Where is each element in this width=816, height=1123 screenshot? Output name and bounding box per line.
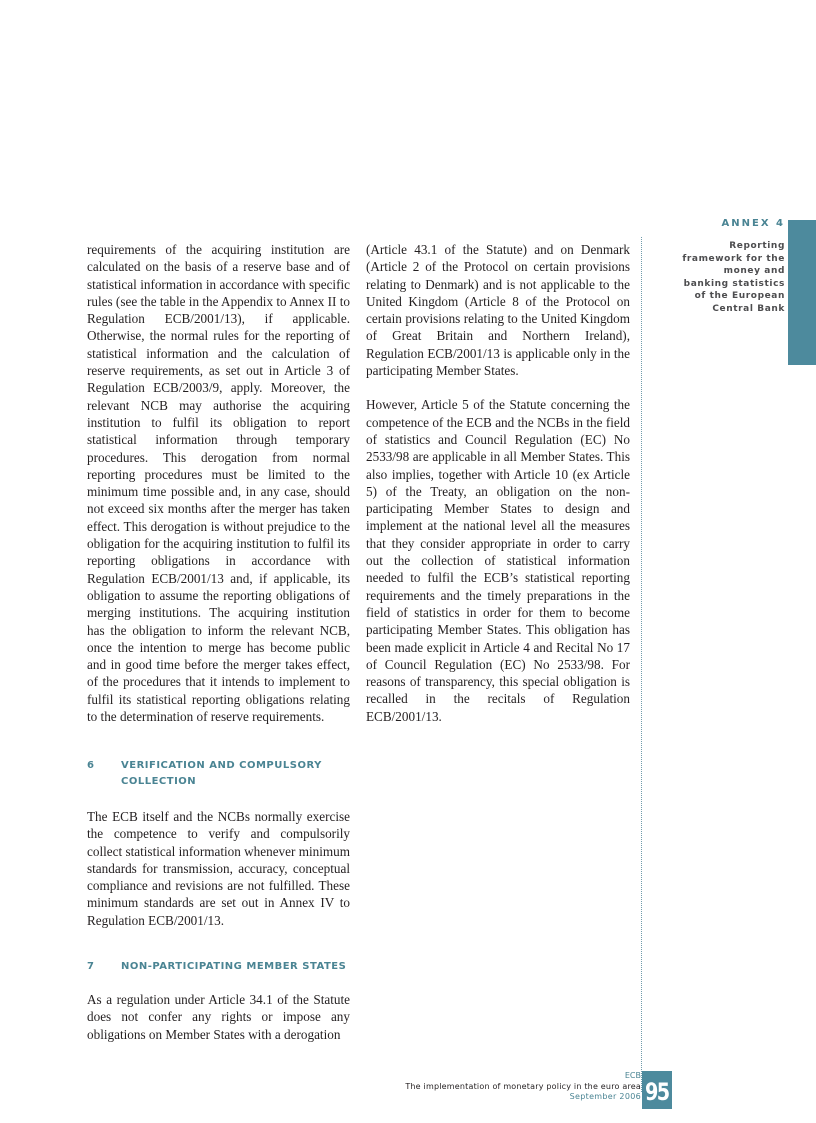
section-7-paragraph: As a regulation under Article 34.1 of the Statute does not confer any rights or impose any obligations on Member States with a derogation [87,992,350,1042]
section-6-title: VERIFICATION AND COMPULSORY COLLECTION [121,760,322,787]
section-7-heading [87,959,350,975]
section-7-body [87,991,350,1043]
right-text-column [366,241,630,725]
section-7-number: 7 [87,961,95,972]
page-number: 95 [645,1078,669,1106]
right-paragraph-1: (Article 43.1 of the Statute) and on Denmark (Article 2 of the Protocol on certain provisions relating to Denmark) and is not applicable to the United Kingdom (Article 8 of the Protocol on certain provisions relating to the United Kingdom of Great Britain and Northern Ireland), Regulation ECB/2001/13 is applicable only in the participating Member States. [366,242,630,379]
annex-description: Reporting framework for the money and banking statistics of the European Central Bank [682,241,785,314]
page-footer [405,1071,641,1103]
footer-ecb: ECB [624,1071,641,1080]
right-paragraph-2: However, Article 5 of the Statute concerning the competence of the ECB and the NCBs in the field of statistics and Council Regulation (EC) No 2533/98 are applicable in all Member States. This also implies, together with Article 10 (ex Article 5) of the Treaty, an obligation on the non-participating Member States to design and implement at the national level all the measures that they consider appropriate in order to carry out the collection of statistical information needed to fulfil the ECB’s statistical reporting requirements and the timely preparations in the field of statistics in order for them to become participating Member States. This obligation has been made explicit in Article 4 and Recital No 17 of Council Regulation (EC) No 2533/98. For reasons of transparency, this special obligation is recalled in the recitals of Regulation ECB/2001/13. [366,397,630,724]
section-6-heading [87,758,350,790]
left-paragraph-1: requirements of the acquiring institution are calculated on the basis of a reserve base and of statistical information in accordance with specific rules (see the table in the Appendix to Annex II to Regulation ECB/2001/13), if applicable. Otherwise, the normal rules for the reporting of statistical information and the calculation of reserve requirements, as set out in Article 3 of Regulation ECB/2003/9, apply. Moreover, the relevant NCB may authorise the acquiring institution to fulfil its obligation to report statistical information through temporary procedures. This derogation from normal reporting procedures must be limited to the minimum time possible and, in any case, should not exceed six months after the merger has taken effect. This derogation is without prejudice to the obligation for the acquiring institution to fulfil its reporting obligations in accordance with Regulation ECB/2001/13 and, if applicable, its obligation to assume the reporting obligations of merging institutions. The acquiring institution has the obligation to inform the relevant NCB, once the intention to merge has become public and in good time before the merger takes effect, of the procedures that it intends to implement to fulfil its statistical reporting obligations relating to the determination of reserve requirements. [87,242,350,725]
section-6-number: 6 [87,760,95,771]
footer-publication-title: The implementation of monetary policy in the euro area [405,1081,641,1091]
left-text-column [87,241,350,725]
annex-tab-bar [788,220,816,365]
annex-label: ANNEX 4 [721,218,785,229]
margin-rule [641,237,642,1092]
section-6-paragraph: The ECB itself and the NCBs normally exercise the competence to verify and compulsorily collect statistical information whenever minimum standards for transmission, accuracy, conceptual compliance and revisions are not fulfilled. These minimum standards are set out in Annex IV to Regulation ECB/2001/13. [87,809,350,928]
section-7-title: NON-PARTICIPATING MEMBER STATES [121,961,347,972]
footer-date: September 2006 [569,1092,641,1101]
section-6-body [87,808,350,929]
